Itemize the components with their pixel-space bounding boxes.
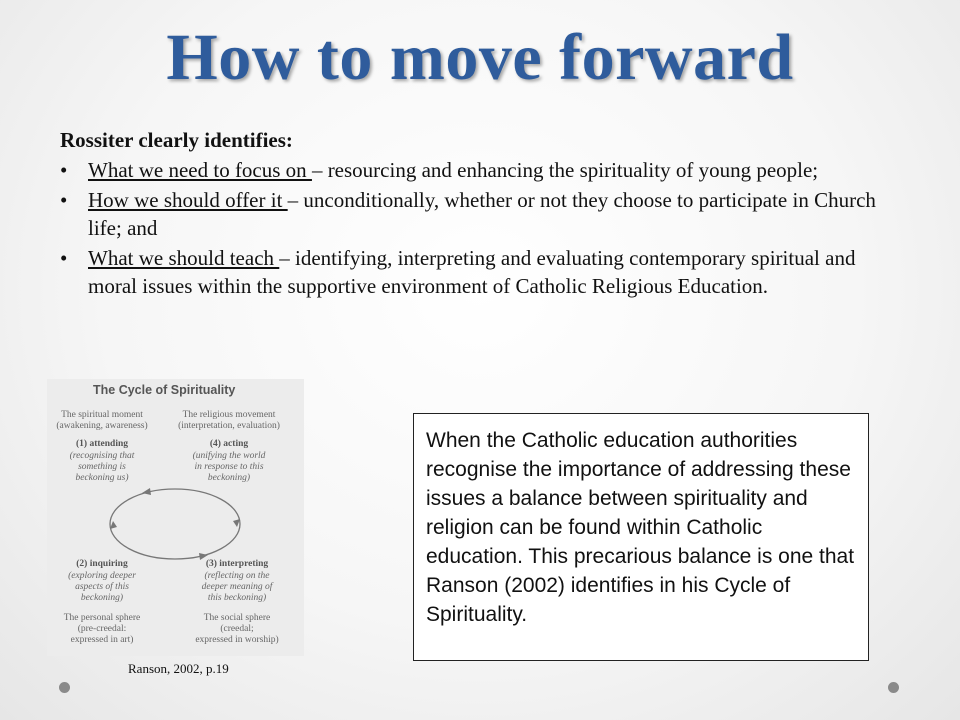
- slide-title: How to move forward: [166, 21, 794, 94]
- content-heading: Rossiter clearly identifies:: [60, 128, 293, 152]
- stage-4-desc: in response to this: [194, 462, 264, 472]
- stage-1-desc: (recognising that: [69, 451, 135, 461]
- stage-3-desc: this beckoning): [207, 593, 267, 603]
- list-item: [60, 244, 880, 300]
- top-right-subheading: (interpretation, evaluation): [178, 421, 280, 431]
- stage-4-desc: (unifying the world: [192, 451, 266, 461]
- top-left-subheading: (awakening, awareness): [56, 421, 148, 431]
- stage-4-desc: beckoning): [207, 473, 251, 483]
- bottom-left-line: (pre-creedal:: [77, 624, 127, 634]
- stage-1-desc: something is: [78, 462, 126, 472]
- bottom-right-line: expressed in worship): [195, 635, 279, 645]
- stage-3-desc: deeper meaning of: [201, 582, 273, 592]
- bullet-text: – resourcing and enhancing the spirituality of young people;: [311, 158, 819, 182]
- bullet-icon: •: [60, 158, 68, 182]
- quote-box: When the Catholic education authorities recognise the importance of addressing these issues a balance between spirituality and religion can be found within Catholic education. This precarious balance is one that Ranson (2002) identifies in his Cycle of Spirituality.: [413, 413, 869, 661]
- stage-2-desc: (exploring deeper: [68, 571, 136, 581]
- stage-2-desc: aspects of this: [75, 582, 129, 592]
- bullet-icon: •: [60, 188, 68, 212]
- diagram-title: The Cycle of Spirituality: [93, 383, 236, 397]
- bottom-left-line: expressed in art): [70, 635, 134, 645]
- main-content: [60, 126, 880, 302]
- bottom-left-heading: The personal sphere: [63, 613, 141, 623]
- list-item: [60, 156, 880, 184]
- bullet-text: – identifying, interpreting and evaluating contemporary spiritual and moral issues within the supportive environment of Catholic Religious Education.: [88, 246, 856, 298]
- stage-2-label: (2) inquiring: [76, 559, 128, 569]
- bullet-lead: What we need to focus on: [88, 158, 312, 182]
- bullet-text: – unconditionally, whether or not they choose to participate in Church life; and: [88, 188, 876, 240]
- top-right-heading: The religious movement: [182, 410, 276, 420]
- bullet-lead: What we should teach: [88, 246, 280, 270]
- stage-4-label: (4) acting: [209, 439, 249, 449]
- image-caption: Ranson, 2002, p.19: [128, 661, 229, 676]
- stage-1-desc: beckoning us): [75, 473, 129, 483]
- cycle-of-spirituality-diagram: [47, 379, 304, 656]
- decorative-dot-right: [888, 682, 899, 693]
- bottom-right-line: (creedal;: [220, 624, 254, 634]
- stage-3-desc: (reflecting on the: [204, 571, 270, 581]
- bullet-icon: •: [60, 246, 68, 270]
- bottom-right-heading: The social sphere: [203, 613, 271, 623]
- cycle-arrows: [110, 488, 240, 560]
- stage-2-desc: beckoning): [80, 593, 124, 603]
- stage-1-label: (1) attending: [76, 439, 128, 449]
- decorative-dot-left: [59, 682, 70, 693]
- bullet-lead: How we should offer it: [88, 188, 288, 212]
- top-left-heading: The spiritual moment: [61, 410, 143, 420]
- bullet-list: [60, 156, 880, 300]
- list-item: [60, 186, 880, 242]
- stage-3-label: (3) interpreting: [205, 559, 269, 569]
